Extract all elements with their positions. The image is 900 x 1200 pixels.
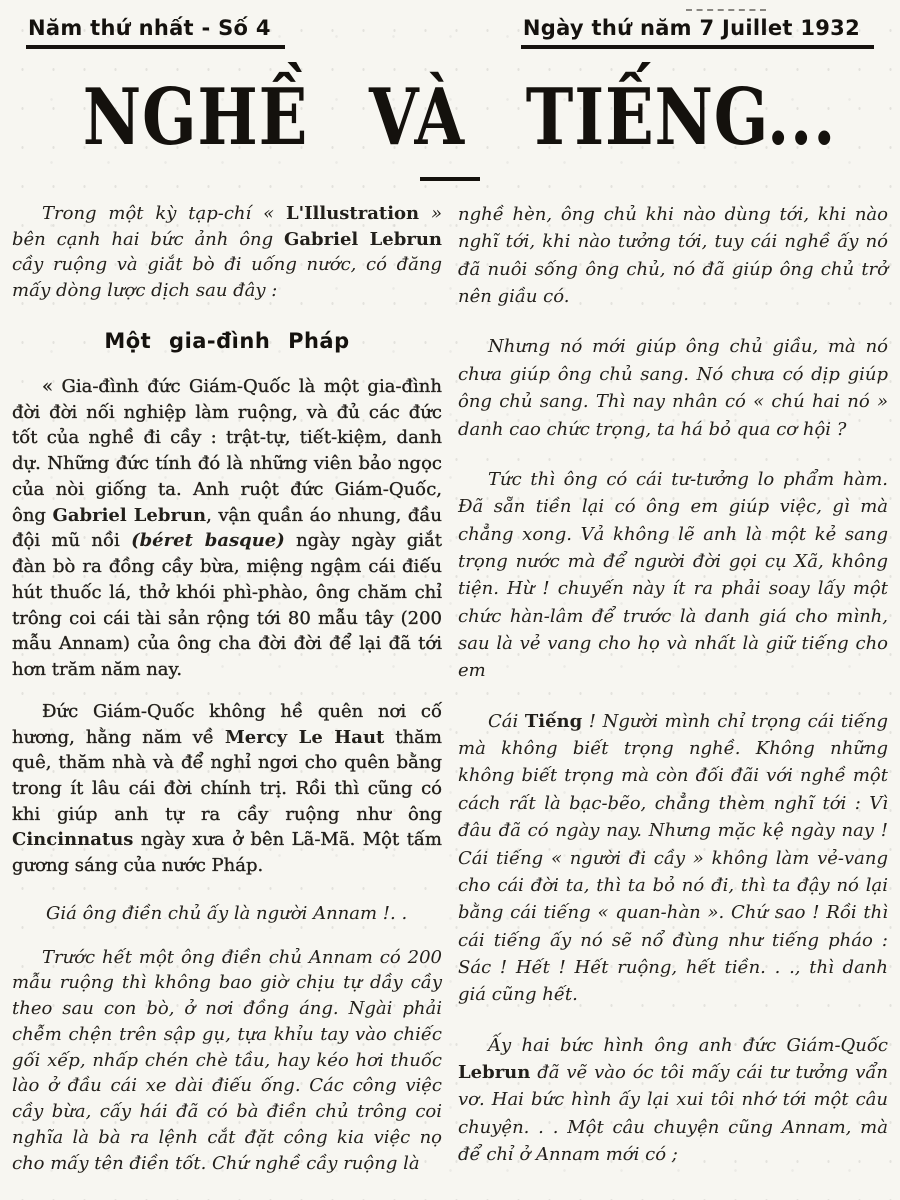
text-run: Nhưng nó mới giúp ông chủ giầu, mà nó chưa giúp ông chủ sang. Nó chưa có dịp giúp ông chủ sang. Thì nay nhân có « chú hai nó » danh cao chức trọng, ta há bỏ qua cơ hội ? <box>458 336 888 440</box>
text-run: ! Người mình chỉ trọng cái tiếng mà không biết trọng nghề. Không những không biết trọng mà còn đối đãi với nghề một cách rất là bạc-bẽo, chẳng thèm nghĩ tới : Vì đâu đã có ngày nay. Nhưng mặc kệ ngày nay ! Cái tiếng « người đi cầy » không làm vẻ-vang cho cái đời ta, thì ta bỏ nó đi, thì ta đậy nó lại bằng cái tiếng « quan-hàn ». Chứ sao ! Rồi thì cái tiếng ấy nó sẽ nổ đùng như tiếng pháo : Sác ! Hết ! Hết ruộng, hết tiền. . ., thì danh giá cũng hết. <box>458 710 888 1006</box>
scan-smudge <box>686 9 766 11</box>
text-run: Ấy hai bức hình ông anh đức Giám-Quốc <box>488 1034 888 1056</box>
text-run: ngày ngày giắt đàn bò ra đồng cầy bừa, miệng ngậm cái điếu hút thuốc lá, thở khói phì-phào, ông chăm chỉ trông coi cái tài sản rộng tới 80 mẫu tây (200 mẫu Annam) của ông cha đời đời để lại đã tới hơn trăm năm nay. <box>12 530 442 681</box>
text-run: thăm quê, thăm nhà và để nghỉ ngơi cho quên bằng trong ít lâu cái đời chính trị. Rồi thì cũng có khi giúp anh tự ra cầy ruộng như ông <box>12 726 442 825</box>
paragraph <box>12 699 442 879</box>
text-run: đã vẽ vào óc tôi mấy cái tư tưởng vẩn vơ. Hai bức hình ấy lại xui tôi nhớ tới một câu chuyện. . . Một câu chuyện cũng Annam, mà để chỉ ở Annam mới có ; <box>458 1062 888 1166</box>
section-heading <box>12 326 442 356</box>
text-run: « Gia-đình đức Giám-Quốc là một gia-đình đời đời nối nghiệp làm ruộng, và đủ các đức tốt của nghề đi cầy : trật-tự, tiết-kiệm, danh dự. Những đức tính đó là những viên bảo ngọc của nòi giống ta. Anh ruột đức Giám-Quốc, ông <box>12 375 442 526</box>
text-run: Cái <box>488 710 525 732</box>
paragraph <box>458 201 888 310</box>
text-run: Giá ông điền chủ ấy là người Annam !. . <box>46 902 408 924</box>
masthead-issue: Năm thứ nhất - Số 4 <box>26 16 285 49</box>
title-rule <box>420 177 480 181</box>
paragraph <box>458 708 888 1009</box>
text-run: L'Illustration <box>285 203 420 224</box>
text-run: Một gia-đình Pháp <box>104 328 350 353</box>
text-run: Đức Giám-Quốc không hề quên nơi cố hương, hằng năm về <box>12 700 442 748</box>
masthead-date: Ngày thứ năm 7 Juillet 1932 <box>521 16 874 49</box>
column-left <box>12 201 442 1192</box>
text-run: Tức thì ông có cái tư-tưởng lo phẩm hàm. Đã sẵn tiền lại có ông em giúp việc, gì mà chẳng xong. Vả không lẽ anh là một kẻ sang trọng nước mà để người đời gọi cụ Xã, không tiện. Hừ ! chuyến này ít ra phải soay lấy một chức hàn-lâm để trước là danh giá cho mình, sau là vẻ vang cho họ và nhất là giữ tiếng cho em <box>458 468 888 682</box>
paragraph <box>12 201 442 304</box>
text-run: Lebrun <box>458 1062 531 1084</box>
text-run: Trước hết một ông điền chủ Annam có 200 mẫu ruộng thì không bao giờ chịu tự dầy cầy theo sau con bò, ở nơi đồng áng. Ngài phải chễm chện trên sập gụ, tựa khỉu tay vào chiếc gối xếp, nhấp chén chè tầu, hay kéo hơi thuốc lào ở đầu cái xe dài điếu ống. Các công việc cầy bừa, cấy hái đã có bà điền chủ trông coi nghĩa là bà ra lệnh cắt đặt công kia việc nọ cho mấy tên điền tốt. Chứ nghề cầy ruộng là <box>12 946 442 1174</box>
article-body <box>0 201 900 1192</box>
text-run: , vận quần áo nhung, đầu đội mũ nồi <box>12 504 442 552</box>
headline-block <box>0 72 900 181</box>
text-run: Cincinnatus <box>12 829 134 851</box>
text-run: cầy ruộng và giắt bò đi uống nước, có đăng mấy dòng lược dịch sau đây : <box>12 254 442 302</box>
text-run: (béret basque) <box>131 530 285 552</box>
column-right <box>458 201 888 1192</box>
paragraph <box>458 333 888 442</box>
text-run: Trong một kỳ tạp-chí « <box>42 203 286 224</box>
text-run: nghề hèn, ông chủ khi nào dùng tới, khi nào nghĩ tới, khi nào tưởng tới, tuy cái nghề ấy nó đã nuôi sống ông chủ, nó đã giúp ông chủ trở nên giầu có. <box>458 204 888 308</box>
paragraph <box>12 945 442 1177</box>
paragraph <box>458 1032 888 1169</box>
paragraph <box>458 466 888 685</box>
text-run: Mercy Le Haut <box>224 726 385 748</box>
text-run: Tiếng <box>524 710 583 732</box>
text-run: Gabriel Lebrun <box>52 504 207 526</box>
text-run: Gabriel Lebrun <box>284 228 442 250</box>
paragraph <box>12 374 442 683</box>
masthead <box>0 0 900 49</box>
text-run: ngày xưa ở bên Lã-Mã. Một tấm gương sáng của nước Pháp. <box>12 829 442 877</box>
text-run: » bên cạnh hai bức ảnh ông <box>12 203 442 250</box>
paragraph <box>12 901 442 927</box>
article-title: NGHỀ VÀ TIẾNG... <box>82 72 837 163</box>
